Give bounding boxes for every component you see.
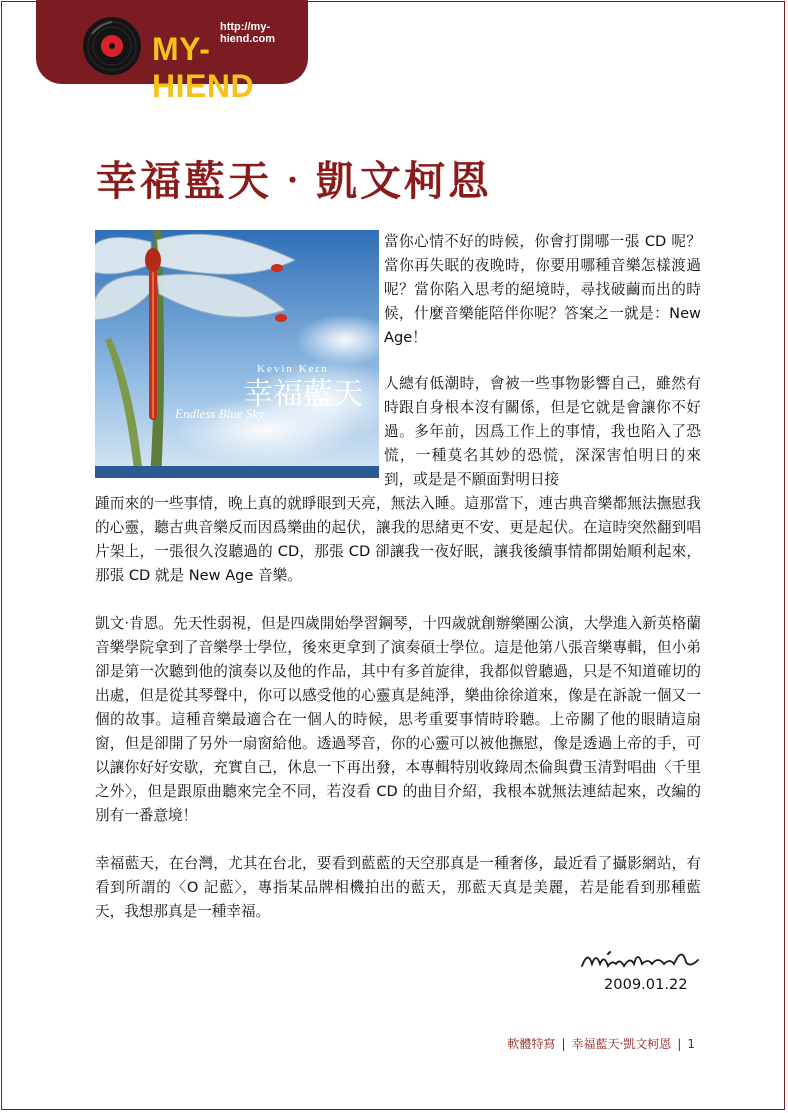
page-number: 1 [687, 1037, 695, 1051]
paragraph-2-wrap: 人總有低潮時，會被一些事物影響自己，雖然有時跟自身根本沒有關係，但是它就是會讓你不好過。多年前，因爲工作上的事情，我也陷入了恐慌，一種莫名其妙的恐慌，深深害怕明日的來到，或是是不願面對明日接 [384, 375, 701, 488]
album-cover [95, 230, 379, 478]
article-date: 2009.01.22 [604, 976, 688, 993]
page-footer [504, 1035, 698, 1052]
footer-separator-2: | [677, 1037, 682, 1051]
paragraph-1: 當你心情不好的時候，你會打開哪一張 CD 呢？當你再失眠的夜晚時，你要用哪種音樂怎樣渡過呢？當你陷入思考的絕境時，尋找破繭而出的時候，什麼音樂能陪伴你呢？答案之一就是：New Age！ [384, 233, 701, 346]
author-signature [578, 940, 702, 980]
footer-title: 幸福藍天‧凱文柯恩 [571, 1037, 672, 1051]
footer-section: 軟體特寫 [507, 1037, 556, 1051]
footer-separator: | [561, 1037, 566, 1051]
site-brand: MY-HIEND [152, 31, 255, 104]
article-title: 幸福藍天‧凱文柯恩 [96, 157, 492, 205]
vinyl-record-icon [82, 16, 142, 76]
paragraph-2-continued: 踵而來的一些事情，晚上真的就睜眼到天亮，無法入睡。這那當下，連古典音樂都無法撫慰我的心靈，聽古典音樂反而因爲樂曲的起伏，讓我的思緒更不安、更是起伏。在這時突然翻到唱片架上，一張很久沒聽過的 CD，那張 CD 卻讓我一夜好眠，讓我後續事情都開始順利起來，那張 CD 就是 New Age 音樂。 [95, 495, 701, 584]
cover-title-cn: 幸福藍天 [243, 377, 363, 412]
cover-artist: Kevin Kern [257, 363, 329, 375]
site-url[interactable]: http://my-hiend.com [220, 21, 276, 45]
cover-title-en: Endless Blue Sky [175, 406, 264, 421]
site-logo[interactable] [36, 0, 308, 104]
paragraph-3: 凱文‧肯恩。先天性弱視，但是四歲開始學習鋼琴，十四歲就創辦樂團公演，大學進入新英格蘭音樂學院拿到了音樂學士學位，後來更拿到了演奏碩士學位。這是他第八張音樂專輯，但小弟卻是第一次聽到他的演奏以及他的作品，其中有多首旋律，我都似曾聽過，只是不知道確切的出處，但是從其琴聲中，你可以感受他的心靈真是純淨，樂曲徐徐道來，像是在訴說一個又一個的故事。這種音樂最適合在一個人的時候，思考重要事情時聆聽。上帝關了他的眼睛這扇窗，但是卻開了另外一扇窗給他。透過琴音，你的心靈可以被他撫慰，像是透過上帝的手，可以讓你好好安歇，充實自己，休息一下再出發，本專輯特別收錄周杰倫與費玉清對唱曲〈千里之外〉，但是跟原曲聽來完全不同，若沒看 CD 的曲目介紹，我根本就無法連結起來，改編的別有一番意境！ [95, 615, 701, 824]
paragraph-4: 幸福藍天，在台灣，尤其在台北，要看到藍藍的天空那真是一種奢侈，最近看了攝影網站，有看到所謂的〈O 記藍〉，專指某品牌相機拍出的藍天，那藍天真是美麗，若是能看到那種藍天，我想那真是一種幸福。 [95, 855, 701, 920]
